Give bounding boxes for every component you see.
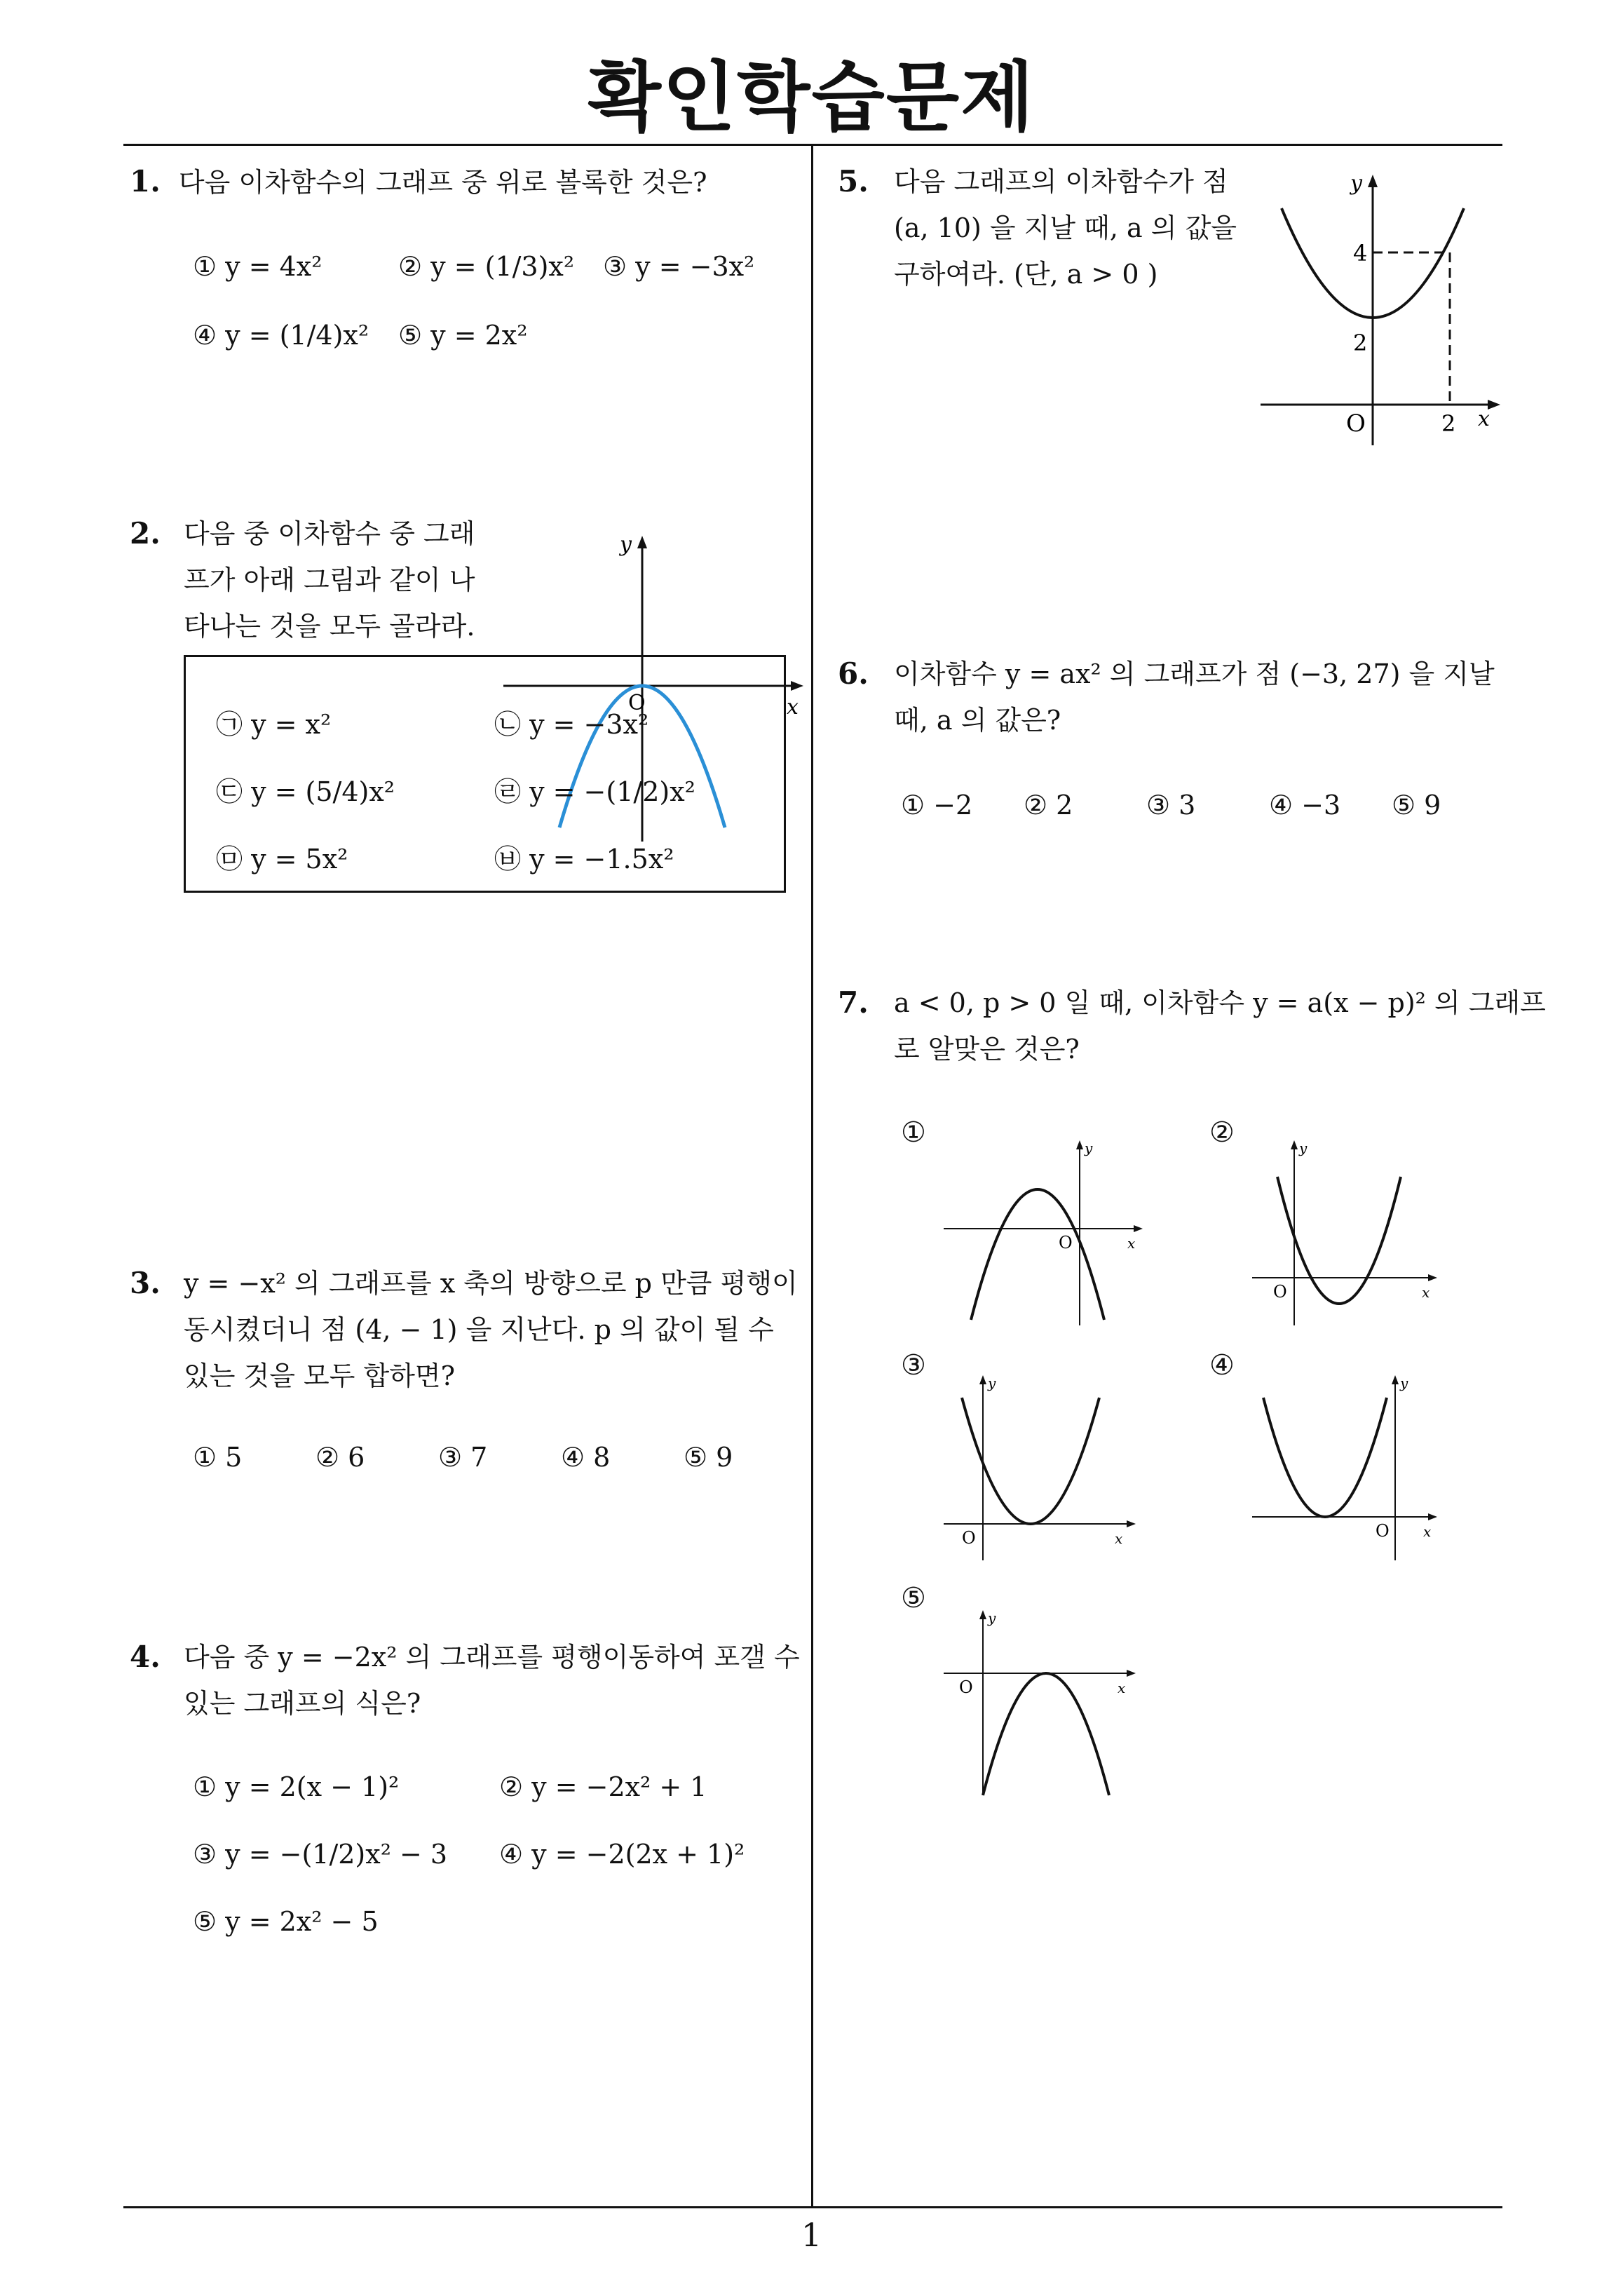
- origin-label: O: [1273, 1282, 1287, 1302]
- column-divider: [811, 146, 813, 2208]
- x-axis-label: x: [1115, 1530, 1123, 1547]
- question-4: [130, 1634, 179, 1681]
- choice-7-2-mark[interactable]: ②: [1209, 1116, 1235, 1149]
- choice-7-1-mark[interactable]: ①: [901, 1116, 926, 1149]
- choice-6-5[interactable]: ⑤ 9: [1392, 790, 1441, 821]
- choice-3-1[interactable]: ① 5: [193, 1442, 243, 1473]
- choice-3-3[interactable]: ③ 7: [438, 1442, 488, 1473]
- question-number: 3.: [130, 1266, 161, 1300]
- choice-7-5-graph[interactable]: [939, 1606, 1164, 1802]
- choice-7-3-mark[interactable]: ③: [901, 1349, 926, 1382]
- question-5: [838, 158, 887, 205]
- choice-2-3[interactable]: ㉢ y = (5/4)x²: [216, 776, 395, 807]
- tick-label-2: 2: [1353, 330, 1368, 356]
- page-title: 확인학습문제: [588, 54, 1035, 142]
- question-number: 6.: [838, 656, 869, 691]
- question-2: [130, 511, 179, 558]
- choice-4-3[interactable]: ③ y = −(1/2)x² − 3: [193, 1839, 448, 1870]
- choice-6-4[interactable]: ④ −3: [1269, 790, 1341, 821]
- origin-label: O: [628, 691, 646, 715]
- choice-1-2[interactable]: ② y = (1/3)x²: [398, 251, 575, 282]
- question-number: 1.: [130, 164, 161, 198]
- choice-2-6[interactable]: ㉥ y = −1.5x²: [494, 844, 674, 874]
- y-axis-label: y: [1299, 1140, 1308, 1156]
- y-axis-label: y: [620, 532, 632, 557]
- origin-label: O: [962, 1528, 976, 1548]
- choice-7-4-graph[interactable]: [1248, 1371, 1458, 1567]
- tick-label-x2: 2: [1441, 410, 1456, 437]
- origin-label: O: [1346, 410, 1366, 438]
- origin-label: O: [1376, 1521, 1390, 1541]
- x-axis-label: x: [1127, 1235, 1136, 1252]
- choice-3-4[interactable]: ④ 8: [561, 1442, 611, 1473]
- question-6: [838, 651, 887, 698]
- question-text: 다음 그래프의 이차함수가 점 (a, 10) 을 지날 때, a 의 값을 구하여라. (단, a > 0 ): [894, 166, 1237, 290]
- choice-2-2[interactable]: ㉡ y = −3x²: [494, 709, 649, 740]
- origin-label: O: [1059, 1233, 1073, 1252]
- choice-7-4-mark[interactable]: ④: [1209, 1349, 1235, 1382]
- parabola-graph: [1255, 165, 1507, 445]
- y-axis-label: y: [1085, 1140, 1093, 1156]
- y-axis-label: y: [1350, 171, 1362, 196]
- choice-2-1[interactable]: ㉠ y = x²: [216, 709, 332, 740]
- choice-4-4[interactable]: ④ y = −2(2x + 1)²: [499, 1839, 745, 1870]
- choice-6-1[interactable]: ① −2: [901, 790, 973, 821]
- x-axis-label: x: [787, 695, 799, 720]
- tick-label-4: 4: [1353, 240, 1368, 266]
- choice-1-1[interactable]: ① y = 4x²: [193, 251, 322, 282]
- page-number: 1: [801, 2216, 822, 2254]
- question-number: 2.: [130, 516, 161, 551]
- x-axis-label: x: [1422, 1284, 1430, 1301]
- question-text: 다음 중 y = −2x² 의 그래프를 평행이동하여 포갤 수 있는 그래프의 식은?: [184, 1642, 800, 1719]
- question-number: 5.: [838, 164, 869, 198]
- x-axis-label: x: [1423, 1523, 1432, 1540]
- choice-7-3-graph[interactable]: [939, 1371, 1164, 1567]
- choice-3-5[interactable]: ⑤ 9: [684, 1442, 733, 1473]
- choice-1-4[interactable]: ④ y = (1/4)x²: [193, 320, 369, 351]
- y-axis-label: y: [988, 1375, 996, 1391]
- question-text: 다음 중 이차함수 중 그래 프가 아래 그림과 같이 나 타나는 것을 모두 골라라.: [184, 518, 475, 642]
- question-7: [838, 980, 887, 1027]
- choice-4-5[interactable]: ⑤ y = 2x² − 5: [193, 1906, 379, 1937]
- choice-1-5[interactable]: ⑤ y = 2x²: [398, 320, 528, 351]
- choice-7-5-mark[interactable]: ⑤: [901, 1582, 926, 1614]
- choice-2-5[interactable]: ㉤ y = 5x²: [216, 844, 348, 874]
- question-number: 7.: [838, 985, 869, 1020]
- choice-4-2[interactable]: ② y = −2x² + 1: [499, 1771, 707, 1802]
- choice-4-1[interactable]: ① y = 2(x − 1)²: [193, 1771, 400, 1802]
- y-axis-label: y: [988, 1609, 996, 1626]
- choice-3-2[interactable]: ② 6: [315, 1442, 365, 1473]
- y-axis-label: y: [1400, 1375, 1408, 1391]
- choice-2-4[interactable]: ㉣ y = −(1/2)x²: [494, 776, 695, 807]
- choice-7-2-graph[interactable]: [1248, 1136, 1458, 1332]
- x-axis-label: x: [1478, 407, 1490, 431]
- question-1: [130, 158, 707, 205]
- choice-6-3[interactable]: ③ 3: [1146, 790, 1196, 821]
- choice-6-2[interactable]: ② 2: [1024, 790, 1073, 821]
- x-axis-label: x: [1118, 1680, 1126, 1696]
- question-text: y = −x² 의 그래프를 x 축의 방향으로 p 만큼 평행이 동시켰더니 점 (4, − 1) 을 지난다. p 의 값이 될 수 있는 것을 모두 합하면?: [184, 1268, 798, 1391]
- question-number: 4.: [130, 1640, 161, 1674]
- question-text: 이차함수 y = ax² 의 그래프가 점 (−3, 27) 을 지날 때, a 의 값은?: [894, 659, 1495, 736]
- choice-1-3[interactable]: ③ y = −3x²: [603, 251, 755, 282]
- parabola-graph: [491, 526, 813, 863]
- origin-label: O: [959, 1677, 973, 1697]
- question-3: [130, 1260, 179, 1307]
- question-text: 다음 이차함수의 그래프 중 위로 볼록한 것은?: [178, 167, 707, 198]
- question-text: a < 0, p > 0 일 때, 이차함수 y = a(x − p)² 의 그래프 로 알맞은 것은?: [894, 987, 1546, 1065]
- footer-rule: [123, 2206, 1502, 2208]
- choice-7-1-graph[interactable]: [939, 1136, 1178, 1332]
